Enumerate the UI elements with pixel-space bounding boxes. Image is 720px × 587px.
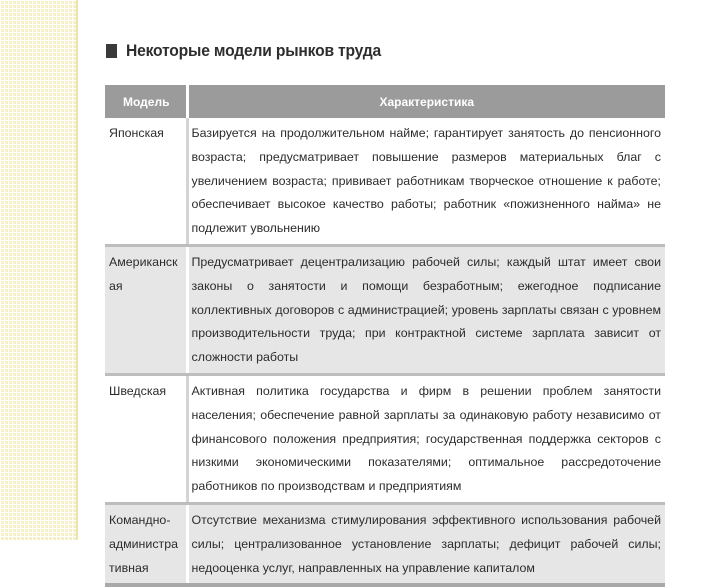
model-characteristic: Отсутствие механизма стимулирования эффективного использования рабочей силы; централизованное установление зарплаты; дефицит рабочей силы; недооценка услуг, направленных на управление капиталом — [187, 503, 665, 585]
table-row-command-administrative — [105, 503, 665, 585]
title-bullet-square-icon — [106, 44, 117, 58]
model-name: Японская — [105, 118, 187, 245]
model-name: Командно-административная — [105, 503, 187, 585]
table-row-swedish — [105, 374, 665, 503]
table-row-japanese — [105, 118, 665, 245]
slide-title: Некоторые модели рынков труда — [126, 41, 382, 60]
model-characteristic: Предусматривает децентрализацию рабочей силы; каждый штат имеет свои законы о занятости и помощи безработным; ежегодное подписание коллективных договоров с администрацией; уровень зарплаты связан с уровнем производительности труда; при контрактной системе зарплата зависит от сложности работы — [187, 245, 665, 374]
model-name: Шведская — [105, 374, 187, 503]
table-row-american — [105, 245, 665, 374]
slide-title-row — [106, 41, 403, 61]
side-divider — [76, 0, 78, 540]
table-header-row — [105, 85, 665, 118]
model-characteristic: Активная политика государства и фирм в решении проблем занятости населения; обеспечение равной зарплаты за одинаковую работу независимо от финансового положения предприятия; государственная поддержка секторов с низкими экономическими показателями; оптимальное рассредоточение работников по производствам и предприятиям — [187, 374, 665, 503]
model-characteristic: Базируется на продолжительном найме; гарантирует занятость до пенсионного возраста; предусматривает повышение размеров материальных благ с увеличением возраста; прививает работникам творческое отношение к работе; обеспечивает высокое качество работы; работник «пожизненного найма» не подлежит увольнению — [187, 118, 665, 245]
model-name: Американская — [105, 245, 187, 374]
header-model: Модель — [105, 85, 187, 118]
header-characteristic: Характеристика — [187, 85, 665, 118]
labor-market-models-table — [105, 85, 665, 587]
decorative-side-pattern — [0, 0, 76, 540]
